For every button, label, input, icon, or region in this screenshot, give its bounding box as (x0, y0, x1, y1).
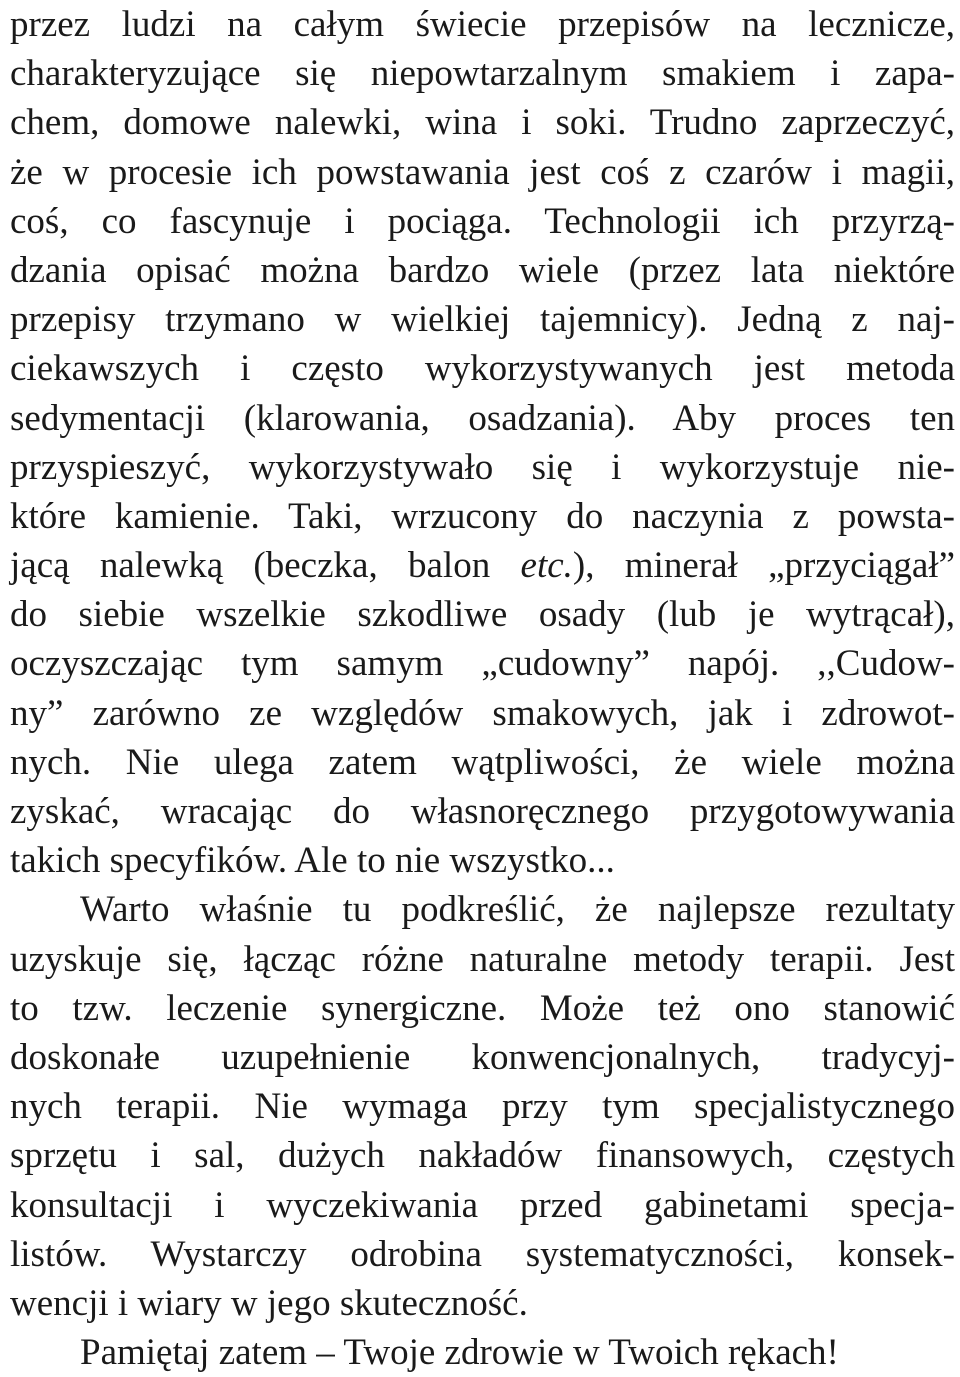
italic-abbreviation: etc. (520, 545, 573, 587)
text-line: to tzw. leczenie synergiczne. Może też ono stanowić (10, 987, 955, 1029)
text-line: konsultacji i wyczekiwania przed gabinetami specja- (10, 1184, 955, 1226)
text-line: nych. Nie ulega zatem wątpliwości, że wiele można (10, 741, 955, 783)
text-line: przepisy trzymano w wielkiej tajemnicy). Jedną z naj- (10, 299, 955, 341)
text-line: sprzętu i sal, dużych nakładów finansowych, częstych (10, 1135, 955, 1177)
text-line: takich specyfików. Ale to nie wszystko... (10, 840, 615, 882)
text-line: chem, domowe nalewki, wina i soki. Trudno zaprzeczyć, (10, 102, 955, 144)
text-line: przyspieszyć, wykorzystywało się i wykorzystuje nie- (10, 446, 955, 488)
text-line: dzania opisać można bardzo wiele (przez lata niektóre (10, 249, 955, 291)
text-line: ny” zarówno ze względów smakowych, jak i zdrowot- (10, 692, 955, 734)
text-line: że w procesie ich powstawania jest coś z czarów i magii, (10, 151, 955, 193)
text-line: doskonałe uzupełnienie konwencjonalnych, tradycyj- (10, 1036, 955, 1078)
text-line: przez ludzi na całym świecie przepisów na lecznicze, (10, 4, 955, 45)
text-line-with-italic (10, 541, 955, 590)
text-line: coś, co fascynuje i pociąga. Technologii ich przyrzą- (10, 200, 955, 242)
closing-line: Pamiętaj zatem – Twoje zdrowie w Twoich rękach! (80, 1332, 839, 1374)
text-line: wencji i wiary w jego skuteczność. (10, 1282, 528, 1324)
paragraph-3 (10, 1328, 955, 1377)
text-line: charakteryzujące się niepowtarzalnym smakiem i zapa- (10, 53, 955, 95)
paragraph-1 (10, 0, 955, 885)
text-line: listów. Wystarczy odrobina systematyczności, konsek- (10, 1233, 955, 1275)
text-line: Warto właśnie tu podkreślić, że najlepsze rezultaty (80, 889, 955, 931)
text-segment: ), minerał „przyciągał” (572, 545, 955, 587)
text-line: uzyskuje się, łącząc różne naturalne metody terapii. Jest (10, 938, 955, 980)
text-line: do siebie wszelkie szkodliwe osady (lub je wytrącał), (10, 594, 955, 636)
text-line: ciekawszych i często wykorzystywanych jest metoda (10, 348, 955, 390)
text-line: które kamienie. Taki, wrzucony do naczynia z powsta- (10, 495, 955, 537)
text-segment: jącą nalewką (beczka, balon (10, 545, 521, 587)
text-line: oczyszczając tym samym „cudowny” napój. ,,Cudow- (10, 643, 955, 685)
paragraph-2 (10, 885, 955, 1328)
text-line: zyskać, wracając do własnoręcznego przygotowywania (10, 791, 955, 832)
text-line: sedymentacji (klarowania, osadzania). Aby proces ten (10, 397, 955, 439)
document-page (10, 0, 955, 1377)
text-line: nych terapii. Nie wymaga przy tym specjalistycznego (10, 1086, 955, 1128)
